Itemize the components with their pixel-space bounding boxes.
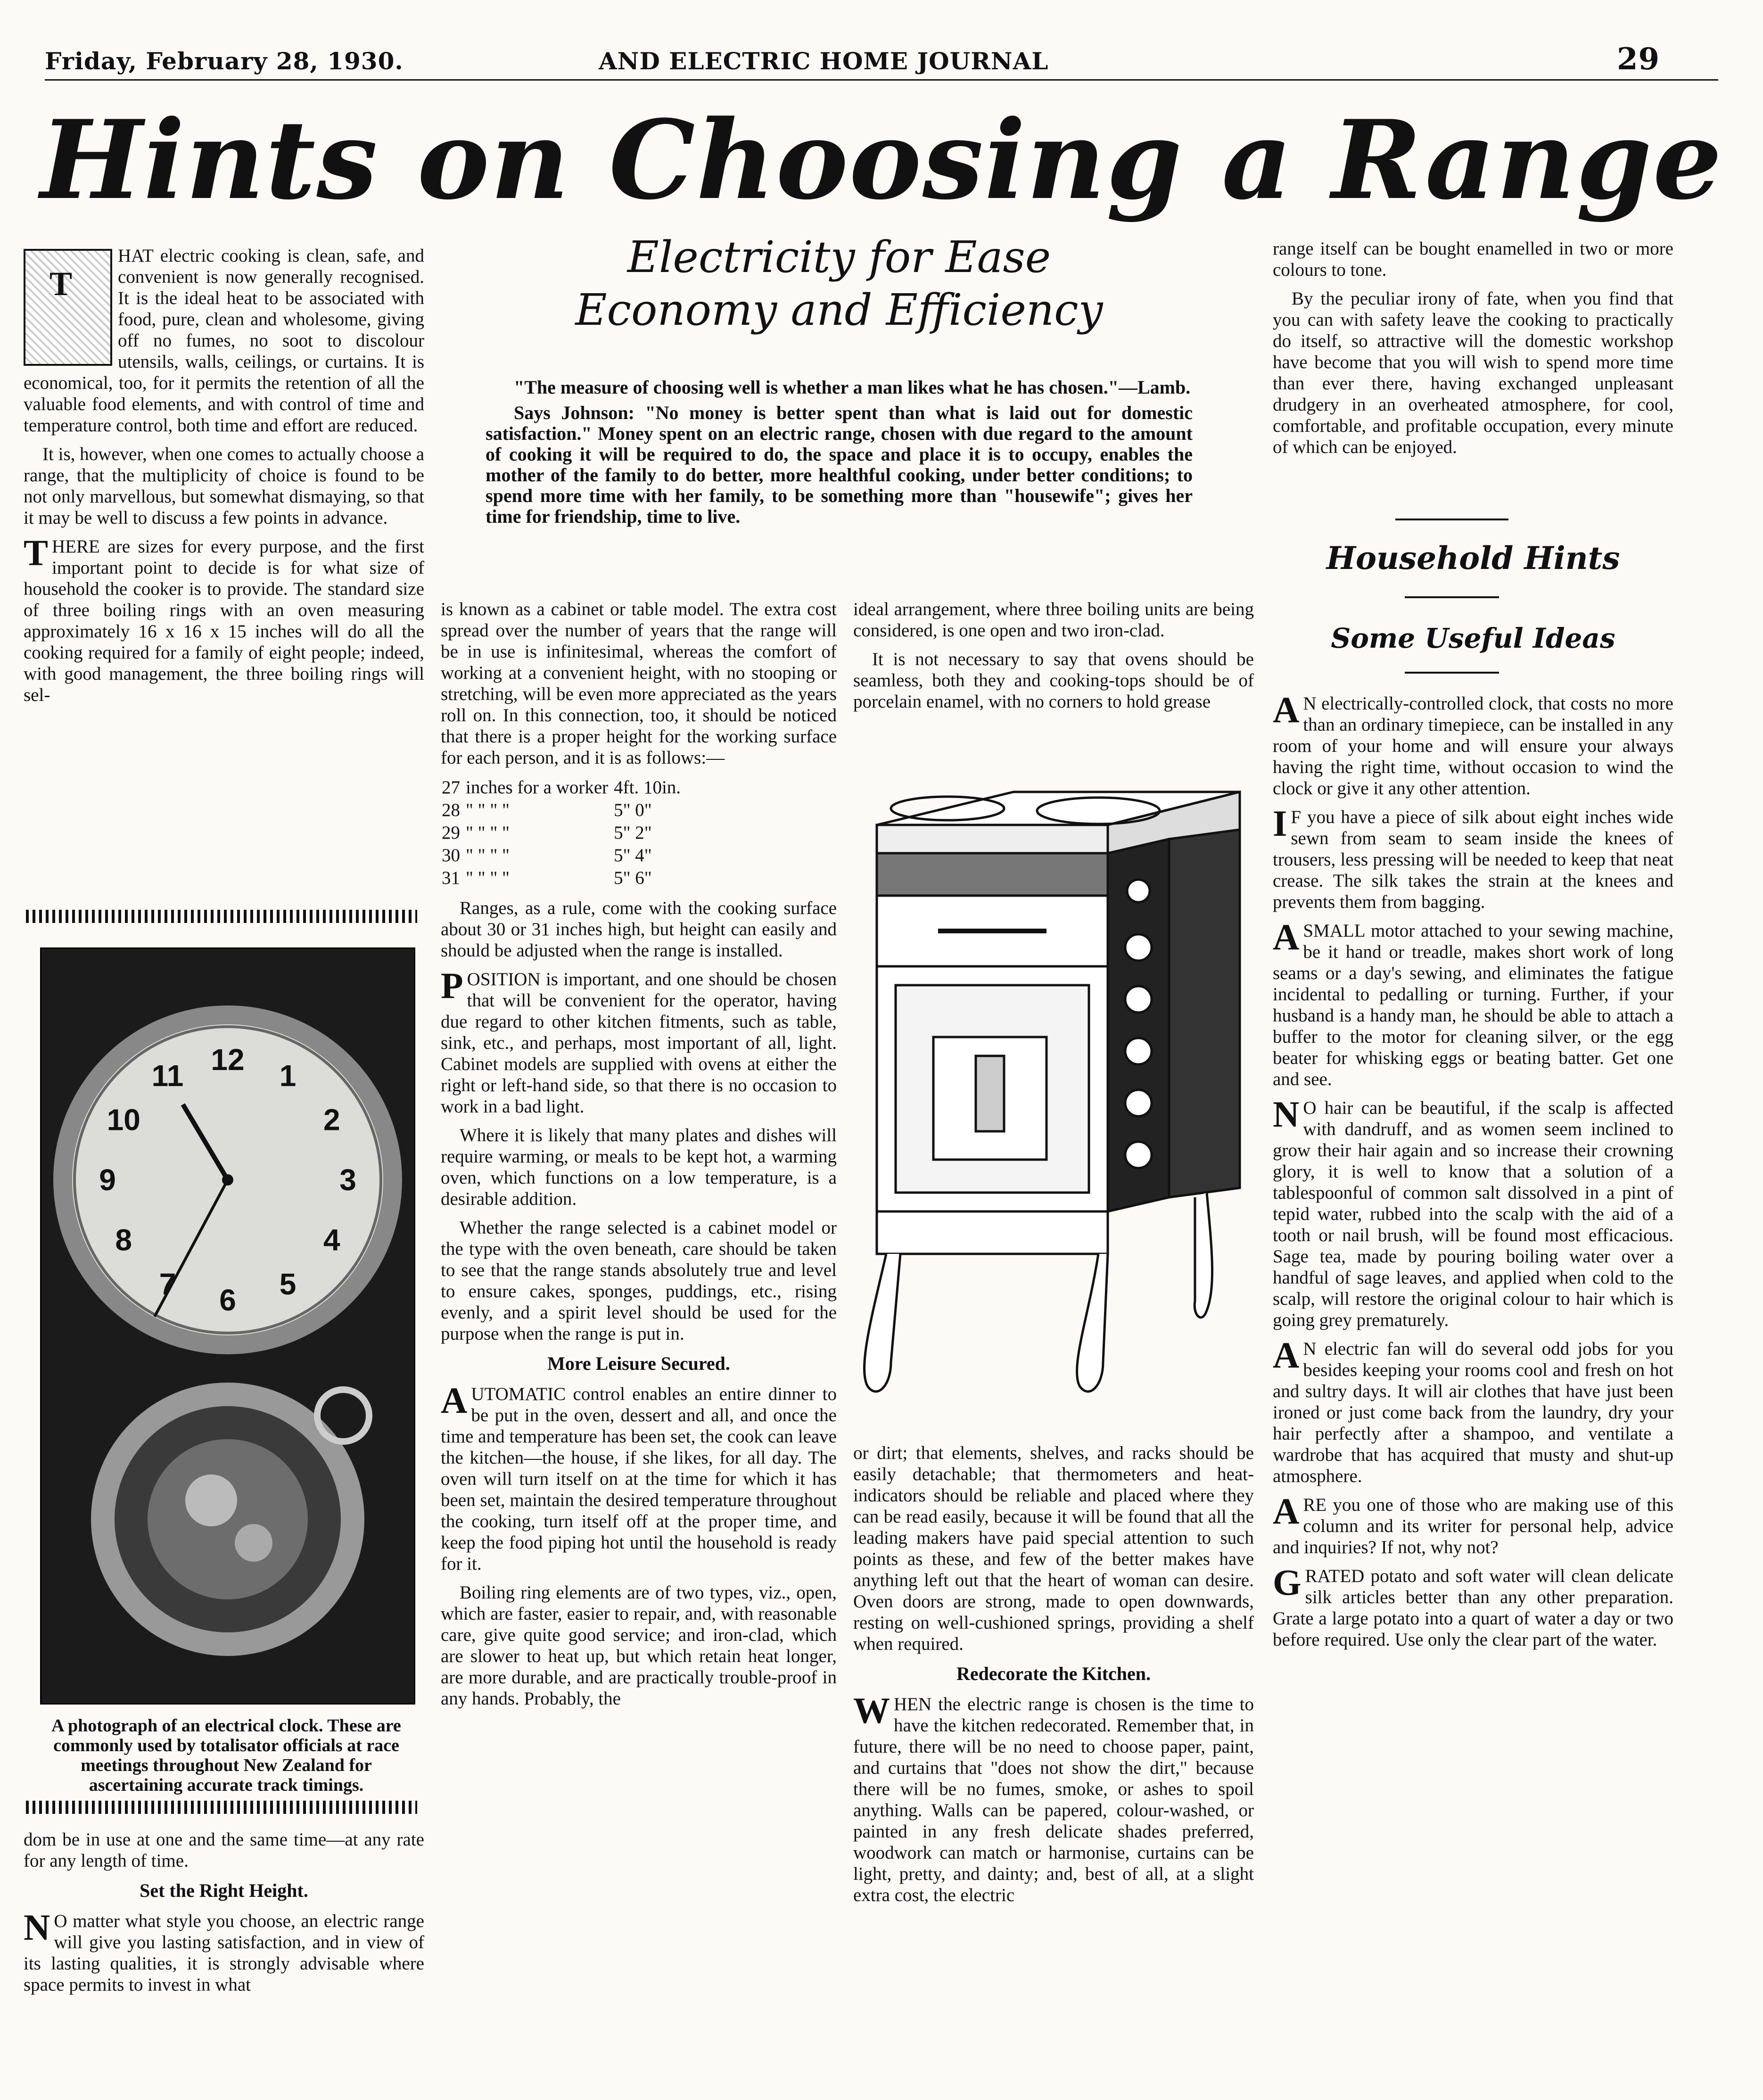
clock-numeral: 5 [279,1267,297,1301]
paragraph-text: O matter what style you choose, an electric range will give you lasting satisfaction, and in view of its lasting qualities, it is strongly advisable where space permits to invest in what [24,1911,424,1995]
clock-numeral: 9 [99,1163,116,1197]
sizes-paragraph [24,532,424,706]
subtitle [453,231,1226,337]
height-table-cell: " " " " [466,800,510,820]
paragraph [853,1690,1254,1906]
range-illustration [844,773,1259,1428]
clock-numeral: 4 [323,1223,340,1257]
height-table-cell: " " " " [466,823,510,843]
drop-cap: P [441,965,463,1006]
paragraph-text: HEN the electric range is chosen is the time to have the kitchen redecorated. Remember that, in future, there will be no need to choose paper, paint, and curtains that "does not show the dirt," because there will be no fumes, smoke, or ashes to spoil anything. Walls can be papered, colour-washed, or painted in any fresh delicate shades preferred, woodwork can match or harmonise, curtains can be light, pretty, and dainty; and, best of all, at a slight extra cost, the electric [853,1694,1254,1905]
clock-image [41,949,414,1703]
clock-numeral: 1 [279,1059,297,1093]
paragraph: It is not necessary to say that ovens should be seamless, both they and cooking-tops should be of porcelain enamel, with no corners to hold grease [853,649,1254,712]
height-table-cell: 5" 6" [614,868,652,888]
divider [1395,519,1508,520]
issue-date: Friday, February 28, 1930. [45,47,404,75]
hint-text: RATED potato and soft water will clean delicate silk articles better than any other preparation. Grate a large potato into a quart of water a day or two before required. Use only the clear part of the water. [1273,1566,1673,1650]
column-2 [441,599,837,1717]
divider [1405,596,1499,598]
height-table-cell: 5" 2" [614,823,652,843]
hint-item [1273,689,1673,799]
household-hints-subtitle: Some Useful Ideas [1331,622,1615,654]
subtitle-line-1: Electricity for Ease [627,232,1051,282]
drop-cap: A [1273,689,1300,730]
johnson-quote: Says Johnson: "No money is better spent than what is laid out for domestic satisfaction." Money spent on an electric range, chosen with due regard to the amount of cooking it will be required to do, the space and place it is to occupy, enables the mother of the family to do better, more healthful cooking, under better conditions; to spend more time with her family, to be something more than "housewife"; gives her time for friendship, time to live. [486,402,1193,527]
paragraph: Whether the range selected is a cabinet model or the type with the oven beneath, care should be taken to see that the range stands absolutely true and level to ensure cakes, sponges, puddings, etc., rising evenly, and a spirit level should be used for the purpose when the range is put in. [441,1218,837,1344]
height-table [441,776,686,890]
paragraph: Where it is likely that many plates and dishes will require warming, or meals to be kept hot, a warming oven, which functions on a low temperature, is a desirable addition. [441,1125,837,1209]
intro-paragraph [24,245,424,436]
heading-leisure: More Leisure Secured. [547,1353,730,1374]
paragraph: ideal arrangement, where three boiling units are being considered, is one open and two iron-clad. [853,599,1254,641]
lamb-quote: "The measure of choosing well is whether a man likes what he has chosen."—Lamb. [514,377,1191,398]
hint-text: F you have a piece of silk about eight inches wide sewn from seam to seam inside the knees of trousers, less pressing will be needed to keep that neat crease. The silk takes the strain at the knees and prevents them from bagging. [1273,807,1673,912]
column-3-top [853,599,1254,720]
height-table-row [442,845,685,866]
sizes-text: HERE are sizes for every purpose, and the first important point to decide is for what size of household the cooker is to provide. The standard size of three boiling rings with an oven measuring approximately 16 x 16 x 15 inches will do all the cooking required for a family of eight people; indeed, with good management, the three boiling rings will sel- [24,536,424,705]
clock-numeral: 7 [159,1267,176,1301]
drop-cap: A [1273,1334,1300,1375]
paragraph: Boiling ring elements are of two types, viz., open, which are faster, easier to repair, and, with reasonable care, give quite good service; and iron-clad, which are slower to heat up, but which retain heat longer, are more durable, and are practically trouble-proof in any hands. Probably, the [441,1582,837,1709]
height-table-cell: 29 [442,823,460,843]
height-table-cell: 4ft. 10in. [614,777,681,798]
paragraph: Ranges, as a rule, come with the cooking surface about 30 or 31 inches high, but height can easily and should be adjusted when the range is installed. [441,898,837,961]
column-1 [24,245,424,713]
paragraph-text: OSITION is important, and one should be chosen that will be convenient for the operator, having due regard to other kitchen fitments, such as table, sink, etc., and perhaps, most important of all, light. Cabinet models are supplied with ovens at either the right or left-hand side, so that there is no occasion to work in a bad light. [441,969,837,1117]
height-table-row [442,867,685,889]
hints-list [1273,689,1673,1658]
height-table-cell: 28 [442,800,460,820]
clock-numeral: 8 [115,1223,132,1257]
height-table-cell: " " " " [466,868,510,888]
hint-item [1273,916,1673,1090]
heading-set-height: Set the Right Height. [140,1880,308,1901]
hint-text: N electrically-controlled clock, that costs no more than an ordinary timepiece, can be installed in any room of your home and will ensure your always having the right time, without occasion to wind the clock or give it any other attention. [1273,693,1673,799]
clock-numeral: 6 [219,1283,236,1317]
journal-name: AND ELECTRIC HOME JOURNAL [599,47,1049,75]
drop-cap: N [24,1907,50,1948]
clock-numeral: 10 [107,1103,140,1137]
paragraph: It is, however, when one comes to actually choose a range, that the multiplicity of choice is found to be not only marvellous, but somewhat dismaying, so that it may be well to discuss a few points in advance. [24,444,424,528]
height-table-row [442,822,685,844]
hint-item [1273,803,1673,913]
height-table-cell: inches for a worker [466,777,609,798]
quote-block [486,377,1193,532]
electric-range-image [844,773,1259,1428]
clock-numeral: 12 [211,1043,245,1077]
drop-cap: T [24,532,49,573]
hint-item [1273,1334,1673,1487]
column-4-top [1273,238,1673,465]
masthead-rule [45,79,1718,81]
clock-numeral: 2 [323,1103,340,1137]
height-table-cell: " " " " [466,845,510,865]
height-table-row [442,799,685,821]
paragraph: range itself can be bought enamelled in two or more colours to tone. [1273,239,1673,280]
hash-rule [26,910,417,923]
paragraph [441,1380,837,1574]
height-table-cell: 5" 0" [614,800,652,820]
column-1-continued [24,1829,424,2003]
height-table-cell: 27 [442,777,460,798]
clock-caption: A photograph of an electrical clock. These are commonly used by totalisator officials at race meetings throughout New Zealand for ascertaining accurate track timings. [51,1716,401,1795]
paragraph: dom be in use at one and the same time—at any rate for any length of time. [24,1829,424,1871]
paragraph: or dirt; that elements, shelves, and racks should be easily detachable; that thermometers and heat-indicators should be reliable and placed where they can be read easily, because it will be found that all the leading makers have paid special attention to such points as these, and few of the better makes have anything left out that the heart of woman can desire. Oven doors are strong, made to open downwards, resting on well-cushioned springs, providing a shelf when required. [853,1443,1254,1654]
paragraph-text: UTOMATIC control enables an entire dinner to be put in the oven, dessert and all, and once the time and temperature has been set, the cook can leave the kitchen—the house, if she likes, for all day. The oven will turn itself on at the time for which it has been set, maintain the desired temperature throughout the cooking, turn itself off at the proper time, and keep the food piping hot until the household is ready for it. [441,1384,837,1574]
heading-redecorate: Redecorate the Kitchen. [956,1663,1151,1684]
height-table-cell: 31 [442,868,460,888]
paragraph: By the peculiar irony of fate, when you find that you can with safety leave the cooking to practically do itself, so attractive will the domestic workshop have become that you will wish to spend more time than ever there, having exchanged unpleasant drudgery in an overheated atmosphere, for cool, comfortable, and profitable occupation, every minute of which can be enjoyed. [1273,288,1673,457]
drop-cap: G [1273,1562,1302,1603]
clock-photo [40,947,415,1705]
page-number: 29 [1617,41,1660,77]
paragraph [24,1907,424,1995]
clock-numeral: 3 [339,1163,356,1197]
article-title: Hints on Choosing a Range [40,97,1723,224]
drop-cap: A [441,1380,468,1421]
household-hints-title: Household Hints [1326,540,1620,576]
column-3-bottom [853,1442,1254,1913]
position-paragraph [441,965,837,1117]
subtitle-line-2: Economy and Efficiency [575,285,1103,335]
height-table-cell: 5" 4" [614,845,652,865]
hint-item [1273,1491,1673,1558]
drop-cap: A [1273,1491,1300,1532]
drop-cap: I [1273,803,1287,844]
intro-text: HAT electric cooking is clean, safe, and convenient is now generally recognised. It is the ideal heat to be associated with food, pure, clean and wholesome, giving off no fumes, no soot to discolour utensils, walls, ceilings, or curtains. It is economical, too, for it permits the retention of all the valuable food elements, and with control of time and temperature control, both time and effort are reduced. [24,246,424,436]
hash-rule [26,1801,417,1814]
height-table-row [442,777,685,799]
drop-cap: N [1273,1094,1300,1135]
hint-text: N electric fan will do several odd jobs for you besides keeping your rooms cool and fresh on hot and sultry days. It will air clothes that have just been ironed or just come back from the laundry, dry your hair perfectly after a shampoo, and ventilate a wardrobe that has acquired that musty and shut-up atmosphere. [1273,1339,1673,1486]
hint-text: O hair can be beautiful, if the scalp is affected with dandruff, and as women seem inclined to grow their hair again and so increase their crowning glory, it is well to know that a solution of a tablespoonful of common salt dissolved in a pint of tepid water, rubbed into the scalp with the aid of a tooth or nail brush, will be found most efficacious. Sage tea, made by pouring boiling water over a handful of sage leaves, and applied when cold to the scalp, will restore the original colour to hair which is going grey prematurely. [1273,1098,1673,1330]
height-table-cell: 30 [442,845,460,865]
hint-item [1273,1094,1673,1331]
initial-letter: T [49,265,73,303]
hint-text: RE you one of those who are making use of this column and its writer for personal help, advice and inquiries? If not, why not? [1273,1495,1673,1557]
divider [1405,672,1499,674]
drop-cap: A [1273,916,1300,957]
hint-text: SMALL motor attached to your sewing machine, be it hand or treadle, makes short work of long seams or a day's sewing, and eliminates the fatigue incidental to pedalling or turning. Further, if your husband is a handy man, he should be able to attach a buffer to the motor for cleaning silver, or the egg beater for whisking eggs or beating batter. Get one and see. [1273,921,1673,1089]
drop-cap: W [853,1690,890,1731]
paragraph: is known as a cabinet or table model. The extra cost spread over the number of years that the range will be in use is infinitesimal, whereas the comfort of working at a convenient height, with no stooping or stretching, will be even more appreciated as the years roll on. In this connection, too, it should be noticed that there is a proper height for the working surface for each person, and it is as follows:— [441,599,837,768]
clock-numeral: 11 [151,1059,184,1093]
hint-item [1273,1562,1673,1650]
